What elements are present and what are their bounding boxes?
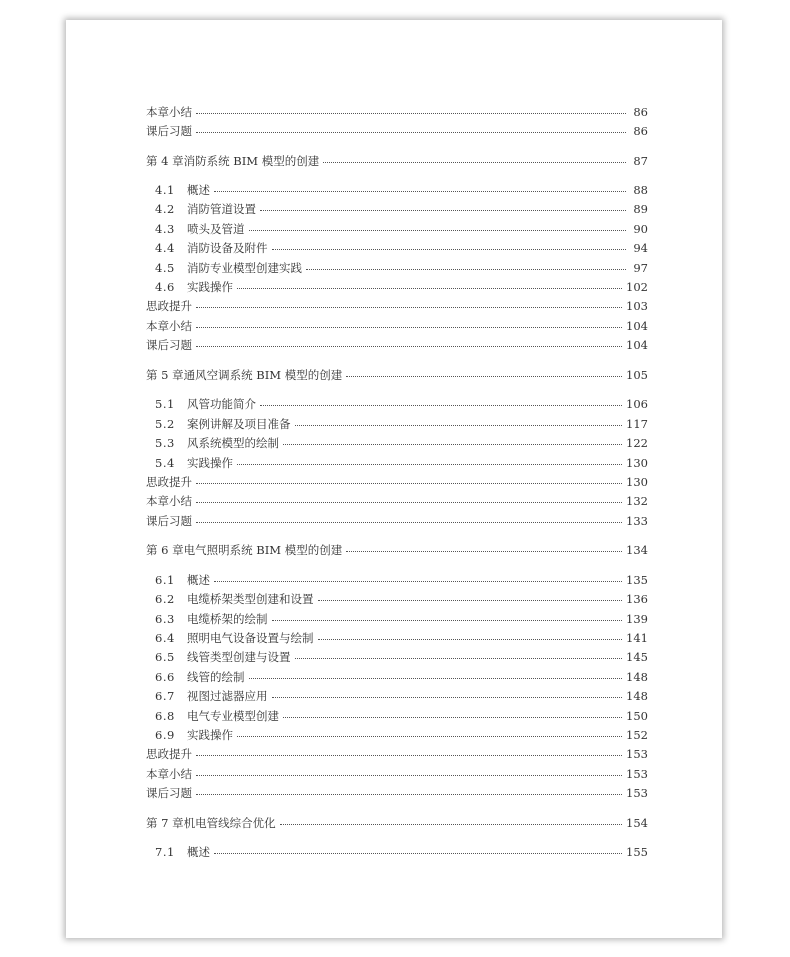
toc-row	[146, 766, 648, 782]
section-number: 5.2	[155, 417, 175, 431]
page-number: 141	[626, 631, 648, 645]
chapter-title: 机电管线综合优化	[183, 816, 276, 830]
dot-leader	[272, 612, 623, 621]
toc-row	[146, 298, 648, 314]
toc-chapter-row	[146, 542, 648, 558]
chapter-number: 第 7 章	[146, 816, 184, 830]
entry-title: 本章小结	[146, 494, 192, 508]
entry-title: 本章小结	[146, 319, 192, 333]
page-number: 152	[626, 728, 648, 742]
dot-leader	[196, 299, 622, 308]
dot-leader	[196, 338, 622, 347]
section-number: 6.4	[155, 631, 175, 645]
dot-leader	[249, 222, 627, 231]
page-number: 153	[626, 767, 648, 781]
page-number: 139	[626, 612, 648, 626]
dot-leader	[295, 417, 623, 426]
page-number: 148	[626, 689, 648, 703]
page-number: 86	[633, 124, 648, 138]
dot-leader	[196, 105, 626, 114]
chapter-number: 第 4 章	[146, 154, 184, 168]
toc-row	[146, 318, 648, 334]
chapter-title: 通风空调系统 BIM 模型的创建	[183, 368, 343, 382]
dot-leader	[280, 816, 622, 825]
section-number: 4.5	[155, 261, 175, 275]
entry-title: 消防管道设置	[187, 202, 256, 216]
page-number: 90	[633, 222, 648, 236]
dot-leader	[272, 241, 627, 250]
dot-leader	[196, 786, 622, 795]
entry-title: 实践操作	[187, 728, 233, 742]
page-number: 88	[633, 183, 648, 197]
page-number: 148	[626, 670, 648, 684]
toc-row	[146, 513, 648, 529]
page-number: 104	[626, 338, 648, 352]
toc-section-row	[146, 201, 648, 217]
dot-leader	[196, 747, 622, 756]
toc-section-row	[146, 630, 648, 646]
page-number: 155	[626, 845, 648, 859]
toc-row	[146, 474, 648, 490]
dot-leader	[196, 494, 622, 503]
toc-row	[146, 746, 648, 762]
entry-title: 本章小结	[146, 767, 192, 781]
toc-section-row	[146, 669, 648, 685]
toc-section-row	[146, 182, 648, 198]
page-number: 145	[626, 650, 648, 664]
page-number: 117	[626, 417, 648, 431]
toc-row	[146, 337, 648, 353]
page-number: 94	[633, 241, 648, 255]
page-number: 104	[626, 319, 648, 333]
section-number: 5.4	[155, 456, 175, 470]
dot-leader	[214, 573, 622, 582]
dot-leader	[237, 728, 622, 737]
toc-chapter-row	[146, 153, 648, 169]
toc-section-row	[146, 688, 648, 704]
page-number: 133	[626, 514, 648, 528]
section-number: 4.6	[155, 280, 175, 294]
entry-title: 本章小结	[146, 105, 192, 119]
toc-chapter-row	[146, 367, 648, 383]
section-number: 6.3	[155, 612, 175, 626]
toc-section-row	[146, 279, 648, 295]
entry-title: 线管的绘制	[187, 670, 245, 684]
page-number: 136	[626, 592, 648, 606]
toc-section-row	[146, 455, 648, 471]
dot-leader	[249, 670, 623, 679]
entry-title: 喷头及管道	[187, 222, 245, 236]
entry-title: 思政提升	[146, 747, 192, 761]
entry-title: 电气专业模型创建	[187, 709, 279, 723]
dot-leader	[237, 456, 622, 465]
chapter-number: 第 5 章	[146, 368, 184, 382]
section-number: 4.1	[155, 183, 175, 197]
toc-row	[146, 785, 648, 801]
entry-title: 概述	[187, 183, 210, 197]
page-number: 130	[626, 475, 648, 489]
dot-leader	[237, 280, 622, 289]
page-number: 122	[626, 436, 648, 450]
entry-title: 照明电气设备设置与绘制	[187, 631, 314, 645]
toc-row	[146, 123, 648, 139]
dot-leader	[283, 709, 622, 718]
entry-title: 风管功能简介	[187, 397, 256, 411]
section-number: 6.7	[155, 689, 175, 703]
chapter-title: 电气照明系统 BIM 模型的创建	[183, 543, 343, 557]
page-number: 134	[626, 543, 648, 557]
dot-leader	[196, 767, 622, 776]
dot-leader	[214, 183, 626, 192]
toc-chapter-row	[146, 815, 648, 831]
dot-leader	[283, 436, 622, 445]
entry-title: 课后习题	[146, 514, 192, 528]
entry-title: 视图过滤器应用	[187, 689, 268, 703]
entry-title: 风系统模型的绘制	[187, 436, 279, 450]
section-number: 6.6	[155, 670, 175, 684]
toc-section-row	[146, 260, 648, 276]
page-number: 86	[633, 105, 648, 119]
dot-leader	[214, 845, 622, 854]
entry-title: 案例讲解及项目准备	[187, 417, 291, 431]
dot-leader	[318, 592, 623, 601]
dot-leader	[196, 475, 622, 484]
toc-section-row	[146, 649, 648, 665]
section-number: 7.1	[155, 845, 175, 859]
dot-leader	[295, 650, 623, 659]
toc-section-row	[146, 416, 648, 432]
entry-title: 电缆桥架类型创建和设置	[187, 592, 314, 606]
page-number: 105	[626, 368, 648, 382]
dot-leader	[346, 368, 622, 377]
dot-leader	[346, 543, 622, 552]
dot-leader	[272, 689, 623, 698]
toc-section-row	[146, 396, 648, 412]
entry-title: 实践操作	[187, 456, 233, 470]
toc-section-row	[146, 611, 648, 627]
section-number: 6.8	[155, 709, 175, 723]
toc-section-row	[146, 844, 648, 860]
dot-leader	[323, 154, 626, 163]
dot-leader	[306, 261, 626, 270]
page-number: 153	[626, 747, 648, 761]
entry-title: 课后习题	[146, 786, 192, 800]
dot-leader	[260, 202, 626, 211]
toc-section-row	[146, 221, 648, 237]
entry-title: 实践操作	[187, 280, 233, 294]
entry-title: 课后习题	[146, 124, 192, 138]
entry-title: 思政提升	[146, 299, 192, 313]
toc-section-row	[146, 708, 648, 724]
entry-title: 概述	[187, 845, 210, 859]
page-number: 103	[626, 299, 648, 313]
toc-section-row	[146, 572, 648, 588]
section-number: 6.5	[155, 650, 175, 664]
entry-title: 线管类型创建与设置	[187, 650, 291, 664]
page-number: 153	[626, 786, 648, 800]
dot-leader	[196, 514, 622, 523]
toc-section-row	[146, 727, 648, 743]
entry-title: 消防设备及附件	[187, 241, 268, 255]
entry-title: 概述	[187, 573, 210, 587]
section-number: 6.2	[155, 592, 175, 606]
page-number: 89	[633, 202, 648, 216]
page-number: 150	[626, 709, 648, 723]
entry-title: 思政提升	[146, 475, 192, 489]
page-number: 132	[626, 494, 648, 508]
section-number: 5.1	[155, 397, 175, 411]
entry-title: 消防专业模型创建实践	[187, 261, 302, 275]
dot-leader	[318, 631, 623, 640]
toc-section-row	[146, 240, 648, 256]
section-number: 4.4	[155, 241, 175, 255]
entry-title: 电缆桥架的绘制	[187, 612, 268, 626]
dot-leader	[196, 319, 622, 328]
toc-row	[146, 493, 648, 509]
page-number: 87	[633, 154, 648, 168]
section-number: 5.3	[155, 436, 175, 450]
section-number: 4.2	[155, 202, 175, 216]
section-number: 6.1	[155, 573, 175, 587]
toc-section-row	[146, 435, 648, 451]
page-number: 135	[626, 573, 648, 587]
toc-row	[146, 104, 648, 120]
dot-leader	[260, 397, 622, 406]
entry-title: 课后习题	[146, 338, 192, 352]
page-number: 97	[633, 261, 648, 275]
section-number: 4.3	[155, 222, 175, 236]
page-number: 106	[626, 397, 648, 411]
page-number: 154	[626, 816, 648, 830]
section-number: 6.9	[155, 728, 175, 742]
page-number: 102	[626, 280, 648, 294]
chapter-title: 消防系统 BIM 模型的创建	[183, 154, 320, 168]
dot-leader	[196, 124, 626, 133]
toc-section-row	[146, 591, 648, 607]
page-number: 130	[626, 456, 648, 470]
chapter-number: 第 6 章	[146, 543, 184, 557]
